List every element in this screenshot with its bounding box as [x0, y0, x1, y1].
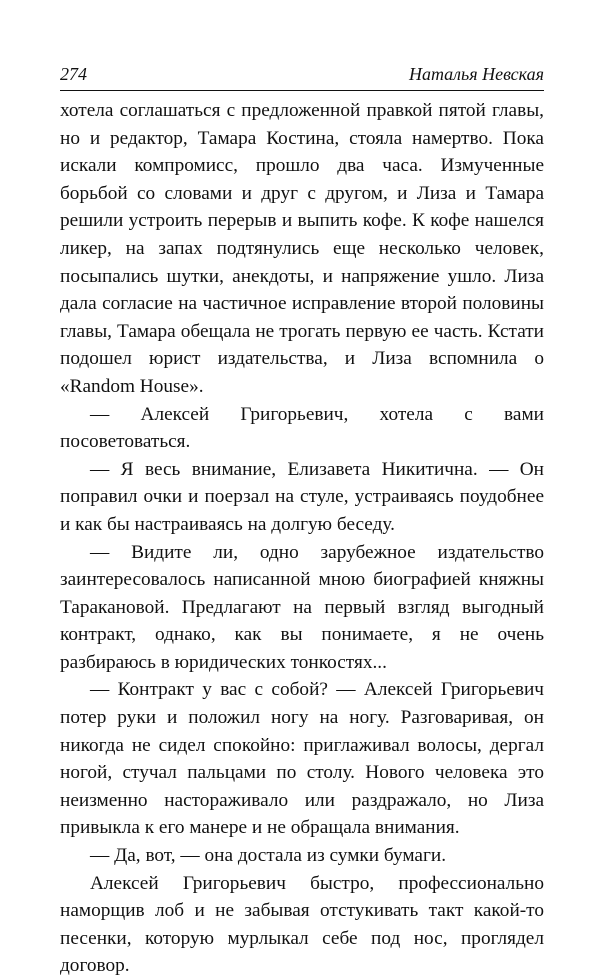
paragraph: — Видите ли, одно зарубежное издательство заинтересовалось написанной мною биографией княжны Таракановой. Предлагают на первый взгляд выгодный контракт, однако, как вы понимаете, я не очень разбираюсь в юридических тонкостях...: [60, 541, 544, 673]
paragraph: Алексей Григорьевич быстро, профессионально наморщив лоб и не забывая отстукивать такт какой-то песенки, которую мурлыкал себе под нос, проглядел договор.: [60, 872, 544, 977]
paragraph: — Контракт у вас с собой? — Алексей Григорьевич потер руки и положил ногу на ногу. Разговаривая, он никогда не сидел спокойно: приглаживал волосы, дергал ногой, стучал пальцами по столу. Нового человека это неизменно настораживало или раздражало, но Лиза привыкла к его манере и не обращала внимания.: [60, 679, 544, 839]
paragraph: хотела соглашаться с предложенной правкой пятой главы, но и редактор, Тамара Костина, стояла намертво. Пока искали компромисс, прошло два часа. Измученные борьбой со словами и друг с другом, и Лиза и Тамара решили устроить перерыв и выпить кофе. К кофе нашелся ликер, на запах подтянулись еще несколько человек, посыпались шутки, анекдоты, и напряжение ушло. Лиза дала согласие на частичное исправление второй половины главы, Тамара обещала не трогать первую ее часть. Кстати подошел юрист издательства, и Лиза вспомнила о «Random House».: [60, 100, 544, 397]
paragraph: — Алексей Григорьевич, хотела с вами посоветоваться.: [60, 403, 544, 453]
page-header: [60, 62, 544, 91]
book-page: [60, 62, 544, 980]
page-number: 274: [60, 64, 87, 84]
body-text: [60, 97, 544, 980]
paragraph: — Да, вот, — она достала из сумки бумаги.: [90, 845, 447, 867]
running-title: Наталья Невская: [408, 64, 544, 84]
paragraph: — Я весь внимание, Елизавета Никитична. — Он поправил очки и поерзал на стуле, устраиваясь поудобнее и как бы настраиваясь на долгую беседу.: [60, 458, 544, 535]
